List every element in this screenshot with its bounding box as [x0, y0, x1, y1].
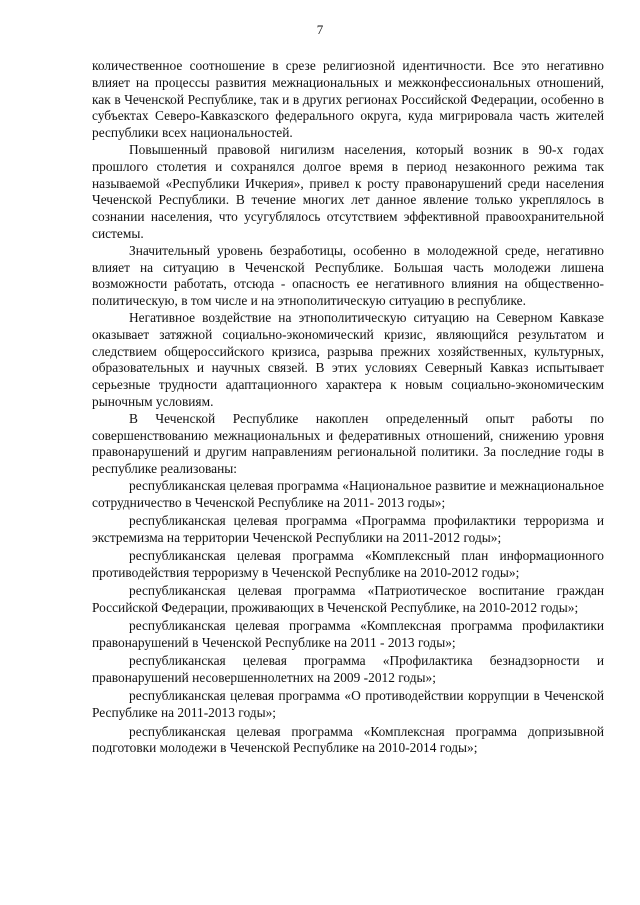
program-item: республиканская целевая программа «Программа профилактики терроризма и экстремизма на территории Чеченской Республики на 2011-2012 годы»; [92, 513, 604, 545]
page-number: 7 [316, 22, 324, 37]
paragraph-unemployment: Значительный уровень безработицы, особенно в молодежной среде, негативно влияет на ситуацию в Чеченской Республике. Большая часть молодежи лишена возможности работать, отсюда - опасность ее негативного влияния на общественно-политическую, в том числе и на этнополитическую ситуацию в республике. [92, 242, 604, 309]
program-item: республиканская целевая программа «Комплексный план информационного противодействия терроризму в Чеченской Республике на 2010-2012 годы»; [92, 548, 604, 580]
document-body [92, 58, 604, 759]
program-item: республиканская целевая программа «Профилактика безнадзорности и правонарушений несовершеннолетних на 2009 -2012 годы»; [92, 653, 604, 686]
paragraph-continued: количественное соотношение в срезе религиозной идентичности. Все это негативно влияет на процессы развития межнациональных и межконфессиональных отношений, как в Чеченской Республике, так и в других регионах Российской Федерации, особенно в субъектах Северо-Кавказского федерального округа, куда мигрировала часть жителей республики всех национальностей. [92, 58, 604, 141]
paragraph-legal-nihilism: Повышенный правовой нигилизм населения, который возник в 90-х годах прошлого столетия и сохранялся долгое время в период незаконного режима так называемой «Республики Ичкерия», привел к росту правонарушений среди населения Чеченской Республики. В течение многих лет данное явление только укреплялось в сознании населения, что усугублялось отсутствием эффективной правоохранительной системы. [92, 141, 604, 241]
paragraph-economic-crisis: Негативное воздействие на этнополитическую ситуацию на Северном Кавказе оказывает затяжной социально-экономический кризис, являющийся результатом и следствием общероссийского кризиса, разрыва прежних хозяйственных, культурных, образовательных и научных связей. В этих условиях Северный Кавказ испытывает серьезные трудности адаптационного характера к новым социально-экономическим рыночным условиям. [92, 309, 604, 409]
paragraph-experience: В Чеченской Республике накоплен определенный опыт работы по совершенствованию межнациональных и федеративных отношений, снижению уровня правонарушений и другим направлениям региональной политики. За последние годы в республике реализованы: [92, 410, 604, 477]
program-item: республиканская целевая программа «Комплексная программа допризывной подготовки молодежи в Чеченской Республике на 2010-2014 годы»; [92, 723, 604, 756]
program-item: республиканская целевая программа «О противодействии коррупции в Чеченской Республике на 2011-2013 годы»; [92, 688, 604, 721]
program-item: республиканская целевая программа «Комплексная программа профилактики правонарушений в Чеченской Республике на 2011 - 2013 годы»; [92, 618, 604, 651]
program-item: республиканская целевая программа «Патриотическое воспитание граждан Российской Федерации, проживающих в Чеченской Республике, на 2010-2012 годы»; [92, 583, 604, 615]
program-item: республиканская целевая программа «Национальное развитие и межнациональное сотрудничество в Чеченской Республике на 2011- 2013 годы»; [92, 477, 604, 510]
